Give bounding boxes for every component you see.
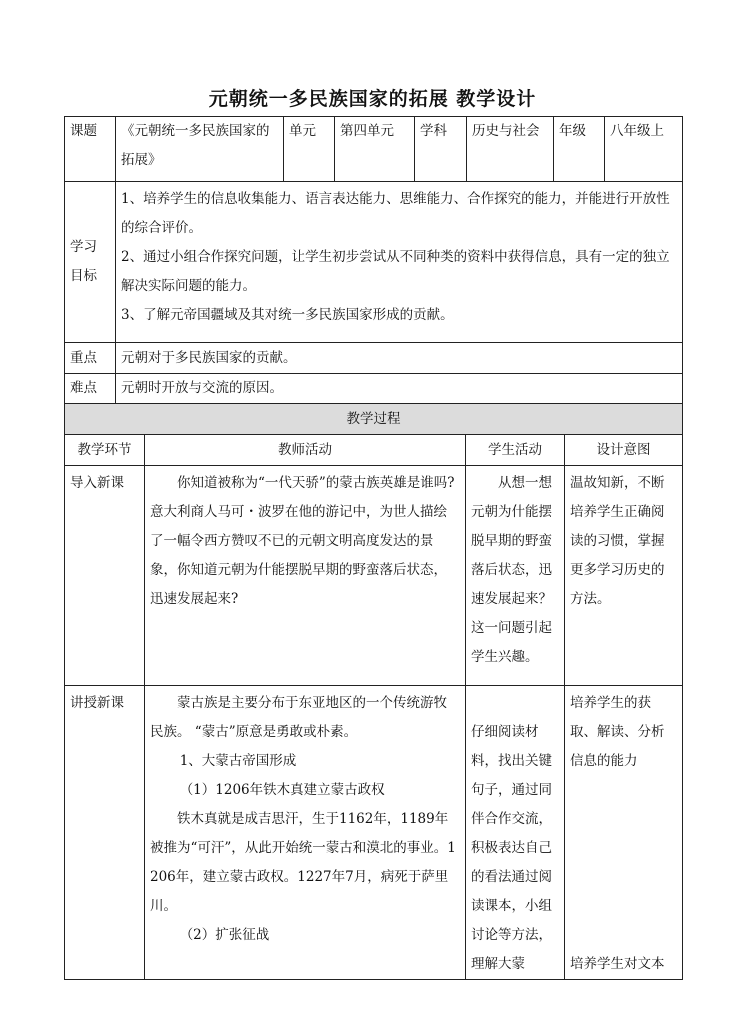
intro-intent: 温故知新，不断培养学生正确阅读的习惯，掌握更多学习历史的方法。 [565, 466, 683, 686]
info-table [64, 116, 683, 404]
subject-label: 学科 [415, 117, 467, 182]
grade-label: 年级 [554, 117, 605, 182]
grade-value: 八年级上 [605, 117, 683, 182]
objective-item: 1、培养学生的信息收集能力、语言表达能力、思维能力、合作探究的能力，并能进行开放性的综合评价。 [121, 191, 670, 236]
lecture-intent [565, 686, 683, 980]
lecture-subheading: （2）扩张征战 [179, 927, 270, 943]
objectives-content [116, 182, 683, 343]
lecture-subheading: （1）1206年铁木真建立蒙古政权 [179, 782, 385, 798]
lecture-intent-2: 培养学生对文本 [570, 956, 665, 972]
difficulty-value: 元朝时开放与交流的原因。 [116, 374, 683, 404]
header-intent: 设计意图 [565, 435, 683, 466]
page-title: 元朝统一多民族国家的拓展 教学设计 [208, 88, 537, 110]
lecture-stage: 讲授新课 [65, 686, 145, 980]
unit-value: 第四单元 [335, 117, 415, 182]
process-table [64, 403, 683, 980]
course-value: 《元朝统一多民族国家的拓展》 [116, 117, 284, 182]
difficulty-label: 难点 [65, 374, 116, 404]
lecture-paragraph: 铁木真就是成吉思汗，生于1162年，1189年被推为“可汗”，从此开始统一蒙古和漠北的事业。1206年，建立蒙古政权。1227年7月，病死于萨里川。 [150, 811, 456, 914]
intro-student: 从想一想元朝为什能摆脱早期的野蛮落后状态，迅速发展起来？这一问题引起学生兴趣。 [466, 466, 565, 686]
lecture-paragraph: 蒙古族是主要分布于东亚地区的一个传统游牧民族。 “蒙古”原意是勇敢或朴素。 [150, 695, 447, 740]
objective-item: 2、通过小组合作探究问题，让学生初步尝试从不同种类的资料中获得信息，具有一定的独立解决实际问题的能力。 [121, 249, 670, 294]
header-stage: 教学环节 [65, 435, 145, 466]
intro-teacher: 你知道被称为“一代天骄”的蒙古族英雄是谁吗?意大利商人马可・波罗在他的游记中，为世人描绘了一幅令西方赞叹不已的元朝文明高度发达的景象，你知道元朝为什能摆脱早期的野蛮落后状态，迅速发展起来? [145, 466, 466, 686]
unit-label: 单元 [284, 117, 335, 182]
header-student: 学生活动 [466, 435, 565, 466]
objectives-label: 学习目标 [65, 182, 116, 343]
intro-stage: 导入新课 [65, 466, 145, 686]
lecture-teacher [145, 686, 466, 980]
lecture-student: 仔细阅读材料，找出关键句子，通过同伴合作交流，积极表达自己的看法通过阅读课本，小组讨论等方法，理解大蒙 [466, 686, 565, 980]
lecture-heading: 1、大蒙古帝国形成 [179, 753, 297, 769]
course-label: 课题 [65, 117, 116, 182]
objective-item: 3、了解元帝国疆域及其对统一多民族国家形成的贡献。 [121, 307, 454, 323]
subject-value: 历史与社会 [467, 117, 554, 182]
process-banner: 教学过程 [65, 404, 683, 435]
key-point-label: 重点 [65, 343, 116, 374]
lecture-intent-1: 培养学生的获取、解读、分析信息的能力 [570, 695, 665, 769]
header-teacher: 教师活动 [145, 435, 466, 466]
key-point-value: 元朝对于多民族国家的贡献。 [116, 343, 683, 374]
